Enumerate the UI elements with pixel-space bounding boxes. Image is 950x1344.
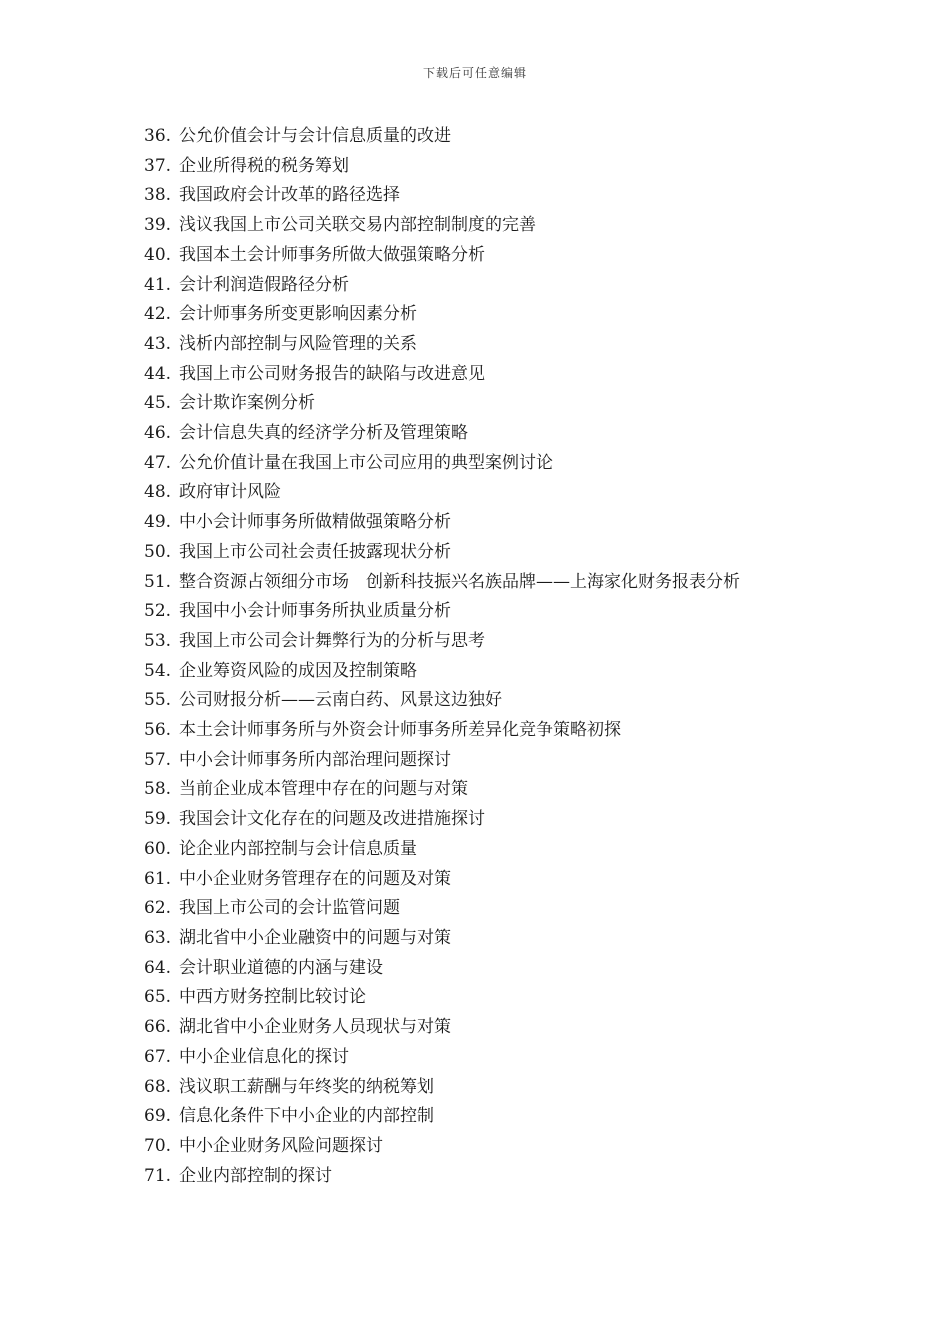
item-title: 公允价值会计与会计信息质量的改进 <box>179 126 451 146</box>
item-number: 37. <box>144 155 172 176</box>
item-title: 中小会计师事务所做精做强策略分析 <box>179 512 451 533</box>
item-number: 64. <box>144 957 172 978</box>
item-title: 中小企业信息化的探讨 <box>179 1046 349 1067</box>
item-number: 52. <box>144 601 172 622</box>
item-title: 中西方财务控制比较讨论 <box>179 987 366 1008</box>
item-title: 我国本土会计师事务所做大做强策略分析 <box>179 244 485 265</box>
list-item <box>144 894 800 924</box>
item-title: 当前企业成本管理中存在的问题与对策 <box>179 779 468 800</box>
item-title: 湖北省中小企业融资中的问题与对策 <box>179 927 451 948</box>
item-number: 43. <box>144 333 172 354</box>
item-title: 信息化条件下中小企业的内部控制 <box>179 1106 434 1127</box>
item-number: 69. <box>144 1106 172 1127</box>
item-title: 我国中小会计师事务所执业质量分析 <box>179 601 451 622</box>
list-item <box>144 508 800 538</box>
list-item <box>144 775 800 805</box>
item-number: 41. <box>144 274 172 295</box>
item-number: 55. <box>144 690 172 711</box>
item-title: 公司财报分析——云南白药、风景这边独好 <box>179 690 502 711</box>
item-number: 58. <box>144 779 172 800</box>
item-title: 会计利润造假路径分析 <box>179 274 349 295</box>
item-title: 我国上市公司财务报告的缺陷与改进意见 <box>179 363 485 384</box>
item-number: 70. <box>144 1135 172 1156</box>
item-number: 36. <box>144 126 172 146</box>
item-number: 62. <box>144 898 172 919</box>
list-item <box>144 271 800 301</box>
item-title: 企业所得税的税务筹划 <box>179 155 349 176</box>
list-item <box>144 360 800 390</box>
list-item <box>144 716 800 746</box>
list-item <box>144 597 800 627</box>
item-number: 60. <box>144 838 172 859</box>
item-number: 48. <box>144 482 172 503</box>
list-item <box>144 419 800 449</box>
item-number: 45. <box>144 393 172 414</box>
list-item <box>144 152 800 182</box>
item-number: 56. <box>144 720 172 741</box>
item-title: 我国会计文化存在的问题及改进措施探讨 <box>179 809 485 830</box>
item-number: 65. <box>144 987 172 1008</box>
item-title: 我国上市公司的会计监管问题 <box>179 898 400 919</box>
list-item <box>144 389 800 419</box>
item-title: 湖北省中小企业财务人员现状与对策 <box>179 1017 451 1038</box>
item-number: 68. <box>144 1076 172 1097</box>
item-number: 50. <box>144 541 172 562</box>
list-item <box>144 657 800 687</box>
item-number: 53. <box>144 630 172 651</box>
item-title: 浅议我国上市公司关联交易内部控制制度的完善 <box>179 215 536 236</box>
item-title: 本土会计师事务所与外资会计师事务所差异化竞争策略初探 <box>179 720 621 741</box>
item-number: 42. <box>144 304 172 325</box>
list-item <box>144 241 800 271</box>
list-item <box>144 686 800 716</box>
item-number: 63. <box>144 927 172 948</box>
item-number: 54. <box>144 660 172 681</box>
item-number: 44. <box>144 363 172 384</box>
list-item <box>144 746 800 776</box>
list-item <box>144 954 800 984</box>
list-item <box>144 924 800 954</box>
list-item <box>144 627 800 657</box>
item-title: 中小会计师事务所内部治理问题探讨 <box>179 749 451 770</box>
item-number: 46. <box>144 423 172 444</box>
list-item <box>144 1132 800 1162</box>
list-item <box>144 1162 800 1192</box>
item-title: 企业内部控制的探讨 <box>179 1165 332 1186</box>
item-number: 49. <box>144 512 172 533</box>
item-number: 51. <box>144 571 172 592</box>
item-title: 论企业内部控制与会计信息质量 <box>179 838 417 859</box>
item-title: 中小企业财务管理存在的问题及对策 <box>179 868 451 889</box>
list-item <box>144 330 800 360</box>
list-item <box>144 1043 800 1073</box>
list-item <box>144 449 800 479</box>
page-header: 下载后可任意编辑 <box>422 66 527 80</box>
list-item <box>144 122 800 152</box>
list-item <box>144 568 800 598</box>
item-title: 公允价值计量在我国上市公司应用的典型案例讨论 <box>179 452 553 473</box>
item-title: 中小企业财务风险问题探讨 <box>179 1135 383 1156</box>
list-item <box>144 1102 800 1132</box>
list-item <box>144 181 800 211</box>
item-number: 67. <box>144 1046 172 1067</box>
item-title: 企业筹资风险的成因及控制策略 <box>179 660 417 681</box>
topic-list <box>144 122 800 1191</box>
item-title: 我国上市公司会计舞弊行为的分析与思考 <box>179 630 485 651</box>
item-number: 40. <box>144 244 172 265</box>
item-title: 会计欺诈案例分析 <box>179 393 315 414</box>
list-item <box>144 805 800 835</box>
item-title: 会计职业道德的内涵与建设 <box>179 957 383 978</box>
list-item <box>144 1013 800 1043</box>
item-title: 我国上市公司社会责任披露现状分析 <box>179 541 451 562</box>
item-number: 61. <box>144 868 172 889</box>
list-item <box>144 1073 800 1103</box>
item-title: 浅析内部控制与风险管理的关系 <box>179 333 417 354</box>
item-title: 我国政府会计改革的路径选择 <box>179 185 400 206</box>
list-item <box>144 983 800 1013</box>
item-number: 71. <box>144 1165 172 1186</box>
item-number: 47. <box>144 452 172 473</box>
item-number: 66. <box>144 1017 172 1038</box>
item-title: 会计师事务所变更影响因素分析 <box>179 304 417 325</box>
item-title: 会计信息失真的经济学分析及管理策略 <box>179 423 468 444</box>
item-number: 39. <box>144 215 172 236</box>
item-number: 57. <box>144 749 172 770</box>
item-title: 浅议职工薪酬与年终奖的纳税筹划 <box>179 1076 434 1097</box>
list-item <box>144 538 800 568</box>
item-title: 整合资源占领细分市场 创新科技振兴名族品牌——上海家化财务报表分析 <box>179 571 740 592</box>
list-item <box>144 211 800 241</box>
list-item <box>144 835 800 865</box>
list-item <box>144 865 800 895</box>
item-number: 38. <box>144 185 172 206</box>
item-title: 政府审计风险 <box>179 482 281 503</box>
item-number: 59. <box>144 809 172 830</box>
list-item <box>144 300 800 330</box>
list-item <box>144 478 800 508</box>
